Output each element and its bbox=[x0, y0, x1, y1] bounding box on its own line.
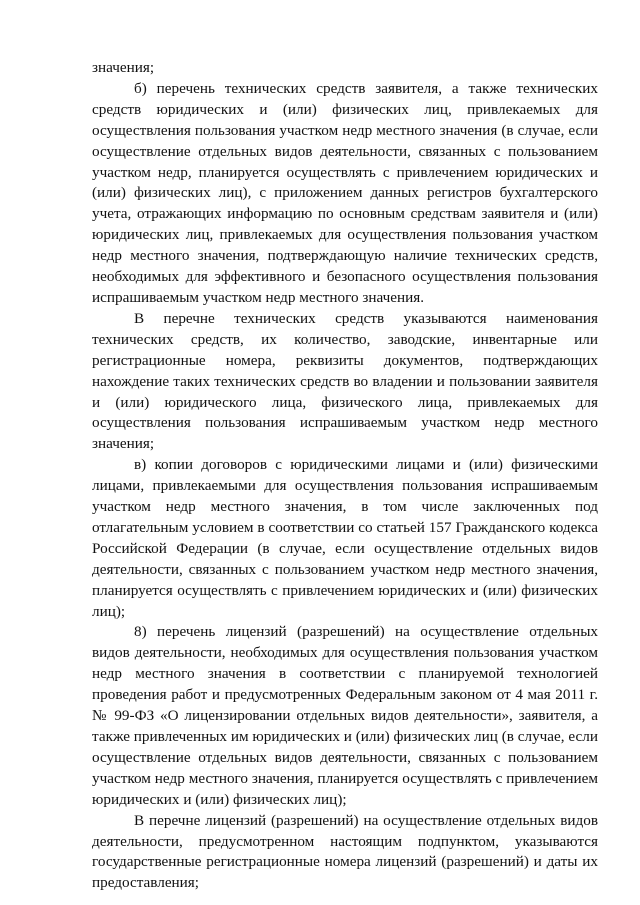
paragraph-technical-means-list: В перечне технических средств указываются наименования технических средств, их количество, заводские, инвентарные или регистрационные номера, реквизиты документов, подтверждающих нахождение таких технических средств во владении и пользовании заявителя и (или) юридического лица, физического лица, привлекаемых для осуществления пользования испрашиваемым участком недр местного значения; bbox=[92, 309, 598, 453]
paragraph-0: значения; bbox=[92, 59, 155, 76]
document-page bbox=[92, 58, 598, 894]
paragraph-8-licenses: 8) перечень лицензий (разрешений) на осуществление отдельных видов деятельности, необходимых для осуществления пользования участком недр местного значения в соответствии с планируемой технологией проведения работ и предусмотренных Федеральным законом от 4 мая 2011 г. № 99-ФЗ «О лицензировании отдельных видов деятельности», заявителя, а также привлеченных им юридических и (или) физических лиц (в случае, если осуществление отдельных видов деятельности, связанных с пользованием участком недр местного значения, планируется осуществлять с привлечением юридических и (или) физических лиц); bbox=[92, 623, 598, 808]
paragraph-licenses-list: В перечне лицензий (разрешений) на осуществление отдельных видов деятельности, предусмотренном настоящим подпунктом, указываются государственные регистрационные номера лицензий (разрешений) и даты их предоставления; bbox=[92, 811, 598, 892]
paragraph-v-contract-copies: в) копии договоров с юридическими лицами и (или) физическими лицами, привлекаемыми для осуществления пользования испрашиваемым участком недр местного значения, в том числе заключенных под отлагательным условием в соответствии со статьей 157 Гражданского кодекса Российской Федерации (в случае, если осуществление отдельных видов деятельности, связанных с пользованием участком недр местного значения, планируется осуществлять с привлечением юридических и (или) физических лиц); bbox=[92, 456, 598, 620]
paragraph-b-technical-means: б) перечень технических средств заявителя, а также технических средств юридических и (или) физических лиц, привлекаемых для осуществления пользования участком недр местного значения (в случае, если осуществление отдельных видов деятельности, связанных с пользованием участком недр, планируется осуществлять с привлечением юридических и (или) физических лиц), с приложением данных регистров бухгалтерского учета, отражающих информацию по основным средствам заявителя и (или) юридических лиц, привлекаемых для осуществления пользования участком недр местного значения, подтверждающую наличие технических средств, необходимых для эффективного и безопасного осуществления пользования испрашиваемым участком недр местного значения. bbox=[92, 79, 598, 306]
